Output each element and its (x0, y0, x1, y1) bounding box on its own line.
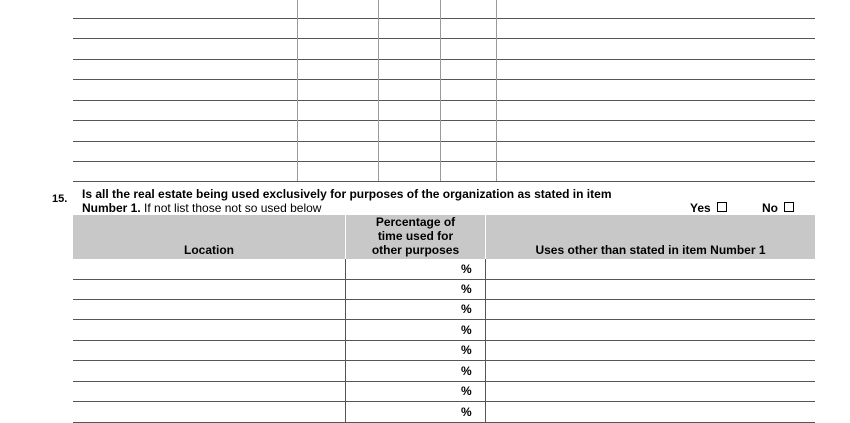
column-divider (345, 259, 346, 423)
percent-sign: % (461, 343, 472, 357)
table-row-line (73, 18, 815, 19)
header-uses: Uses other than stated in item Number 1 (535, 243, 766, 257)
table-row-line (73, 120, 815, 121)
real-estate-table (73, 259, 815, 423)
table-row-line (73, 181, 815, 182)
table-row-line (73, 38, 815, 39)
no-option[interactable] (762, 201, 794, 215)
table-row-line (73, 100, 815, 101)
percent-sign: % (461, 302, 472, 316)
table-row-line (73, 161, 815, 162)
column-divider (496, 0, 497, 181)
column-divider (297, 0, 298, 181)
no-label: No (762, 201, 778, 215)
table-row[interactable] (73, 381, 815, 402)
table-row-line (73, 79, 815, 80)
question-text: Is all the real estate being used exclusively for purposes of the organization as stated in item (82, 187, 612, 201)
top-table (73, 0, 815, 182)
table-row[interactable] (73, 361, 815, 382)
header-location: Location (184, 243, 234, 257)
table-header (73, 215, 815, 259)
percent-sign: % (461, 262, 472, 276)
yes-option[interactable] (690, 201, 727, 215)
percent-sign: % (461, 405, 472, 419)
percent-sign: % (461, 364, 472, 378)
percent-sign: % (461, 323, 472, 337)
table-row[interactable] (73, 320, 815, 341)
table-row-line (73, 59, 815, 60)
question-instruction (82, 201, 321, 215)
header-percentage: Percentage of time used for other purposes (371, 215, 460, 257)
percent-sign: % (461, 282, 472, 296)
question-ref: Number 1. (82, 201, 141, 215)
table-row[interactable] (73, 340, 815, 361)
table-row[interactable] (73, 259, 815, 280)
table-row[interactable] (73, 279, 815, 300)
yes-checkbox[interactable] (717, 202, 727, 212)
column-divider (440, 0, 441, 181)
question-number: 15. (52, 193, 68, 205)
table-row[interactable] (73, 299, 815, 320)
column-divider (378, 0, 379, 181)
column-divider (485, 259, 486, 423)
table-row-line (73, 141, 815, 142)
table-row[interactable] (73, 402, 815, 423)
percent-sign: % (461, 384, 472, 398)
no-checkbox[interactable] (784, 202, 794, 212)
yes-label: Yes (690, 201, 711, 215)
question-instruction-text: If not list those not so used below (140, 201, 322, 215)
